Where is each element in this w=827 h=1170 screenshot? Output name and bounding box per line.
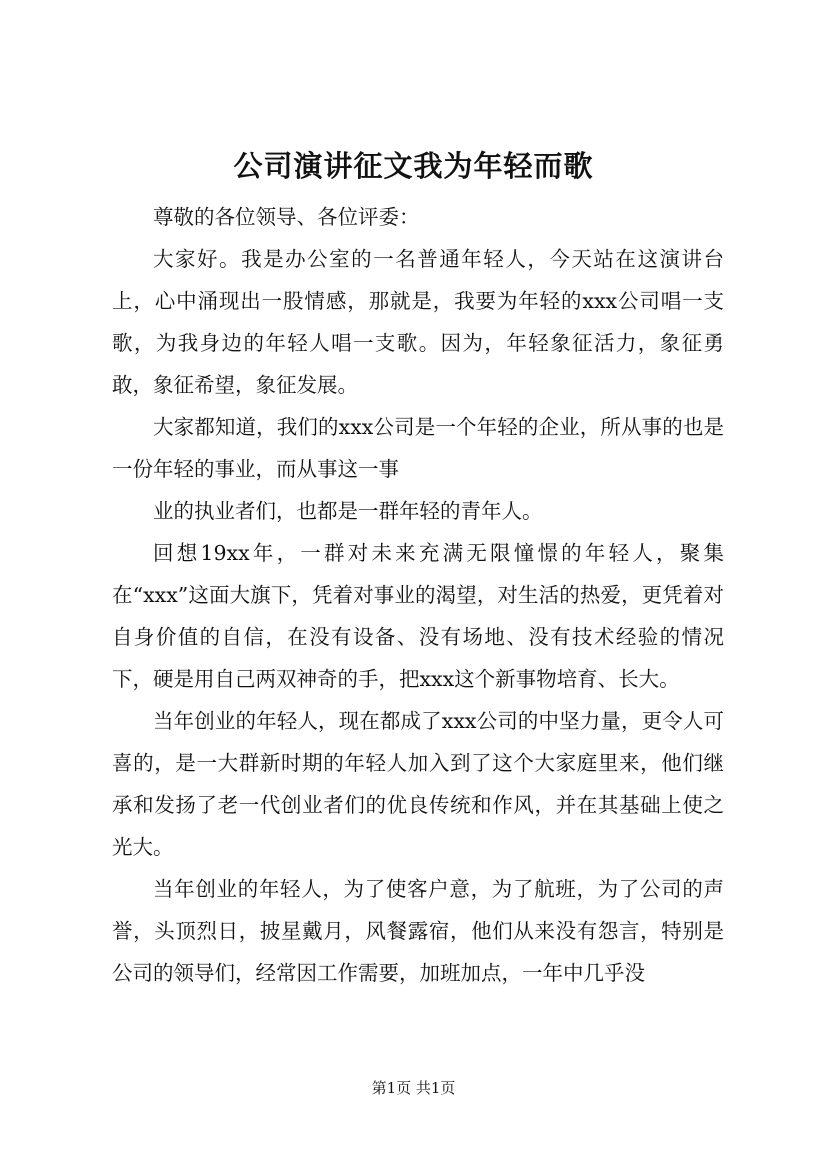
page-footer: 第1页 共1页 <box>371 1079 456 1097</box>
paragraph-recollection: 回想19xx年，一群对未来充满无限憧憬的年轻人，聚集在“xxx”这面大旗下，凭着对事业的渴望，对生活的热爱，更凭着对自身价值的自信，在没有设备、没有场地、没有技术经验的情况下，硬是用自己两双神奇的手，把xxx这个新事物培育、长大。 <box>112 541 724 691</box>
document-body <box>112 196 724 994</box>
paragraph-salutation: 尊敬的各位领导、各位评委： <box>153 205 420 229</box>
paragraph-backbone: 当年创业的年轻人，现在都成了xxx公司的中坚力量，更令人可喜的，是一大群新时期的年轻人加入到了这个大家庭里来，他们继承和发扬了老一代创业者们的优良传统和作风，并在其基础上使之光大。 <box>112 709 724 859</box>
document-title: 公司演讲征文我为年轻而歌 <box>233 149 594 183</box>
paragraph-dedication: 当年创业的年轻人，为了使客户意，为了航班，为了公司的声誉，头顶烈日，披星戴月，风餐露宿，他们从来没有怨言，特别是公司的领导们，经常因工作需要，加班加点，一年中几乎没 <box>112 877 724 985</box>
paragraph-greeting: 大家好。我是办公室的一名普通年轻人，今天站在这演讲台上，心中涌现出一股情感，那就是，我要为年轻的xxx公司唱一支歌，为我身边的年轻人唱一支歌。因为，年轻象征活力，象征勇敢，象征希望，象征发展。 <box>112 247 724 397</box>
paragraph-young-practitioners: 业的执业者们，也都是一群年轻的青年人。 <box>153 499 543 523</box>
paragraph-young-company: 大家都知道，我们的xxx公司是一个年轻的企业，所从事的也是一份年轻的事业，而从事这一事 <box>112 415 724 481</box>
